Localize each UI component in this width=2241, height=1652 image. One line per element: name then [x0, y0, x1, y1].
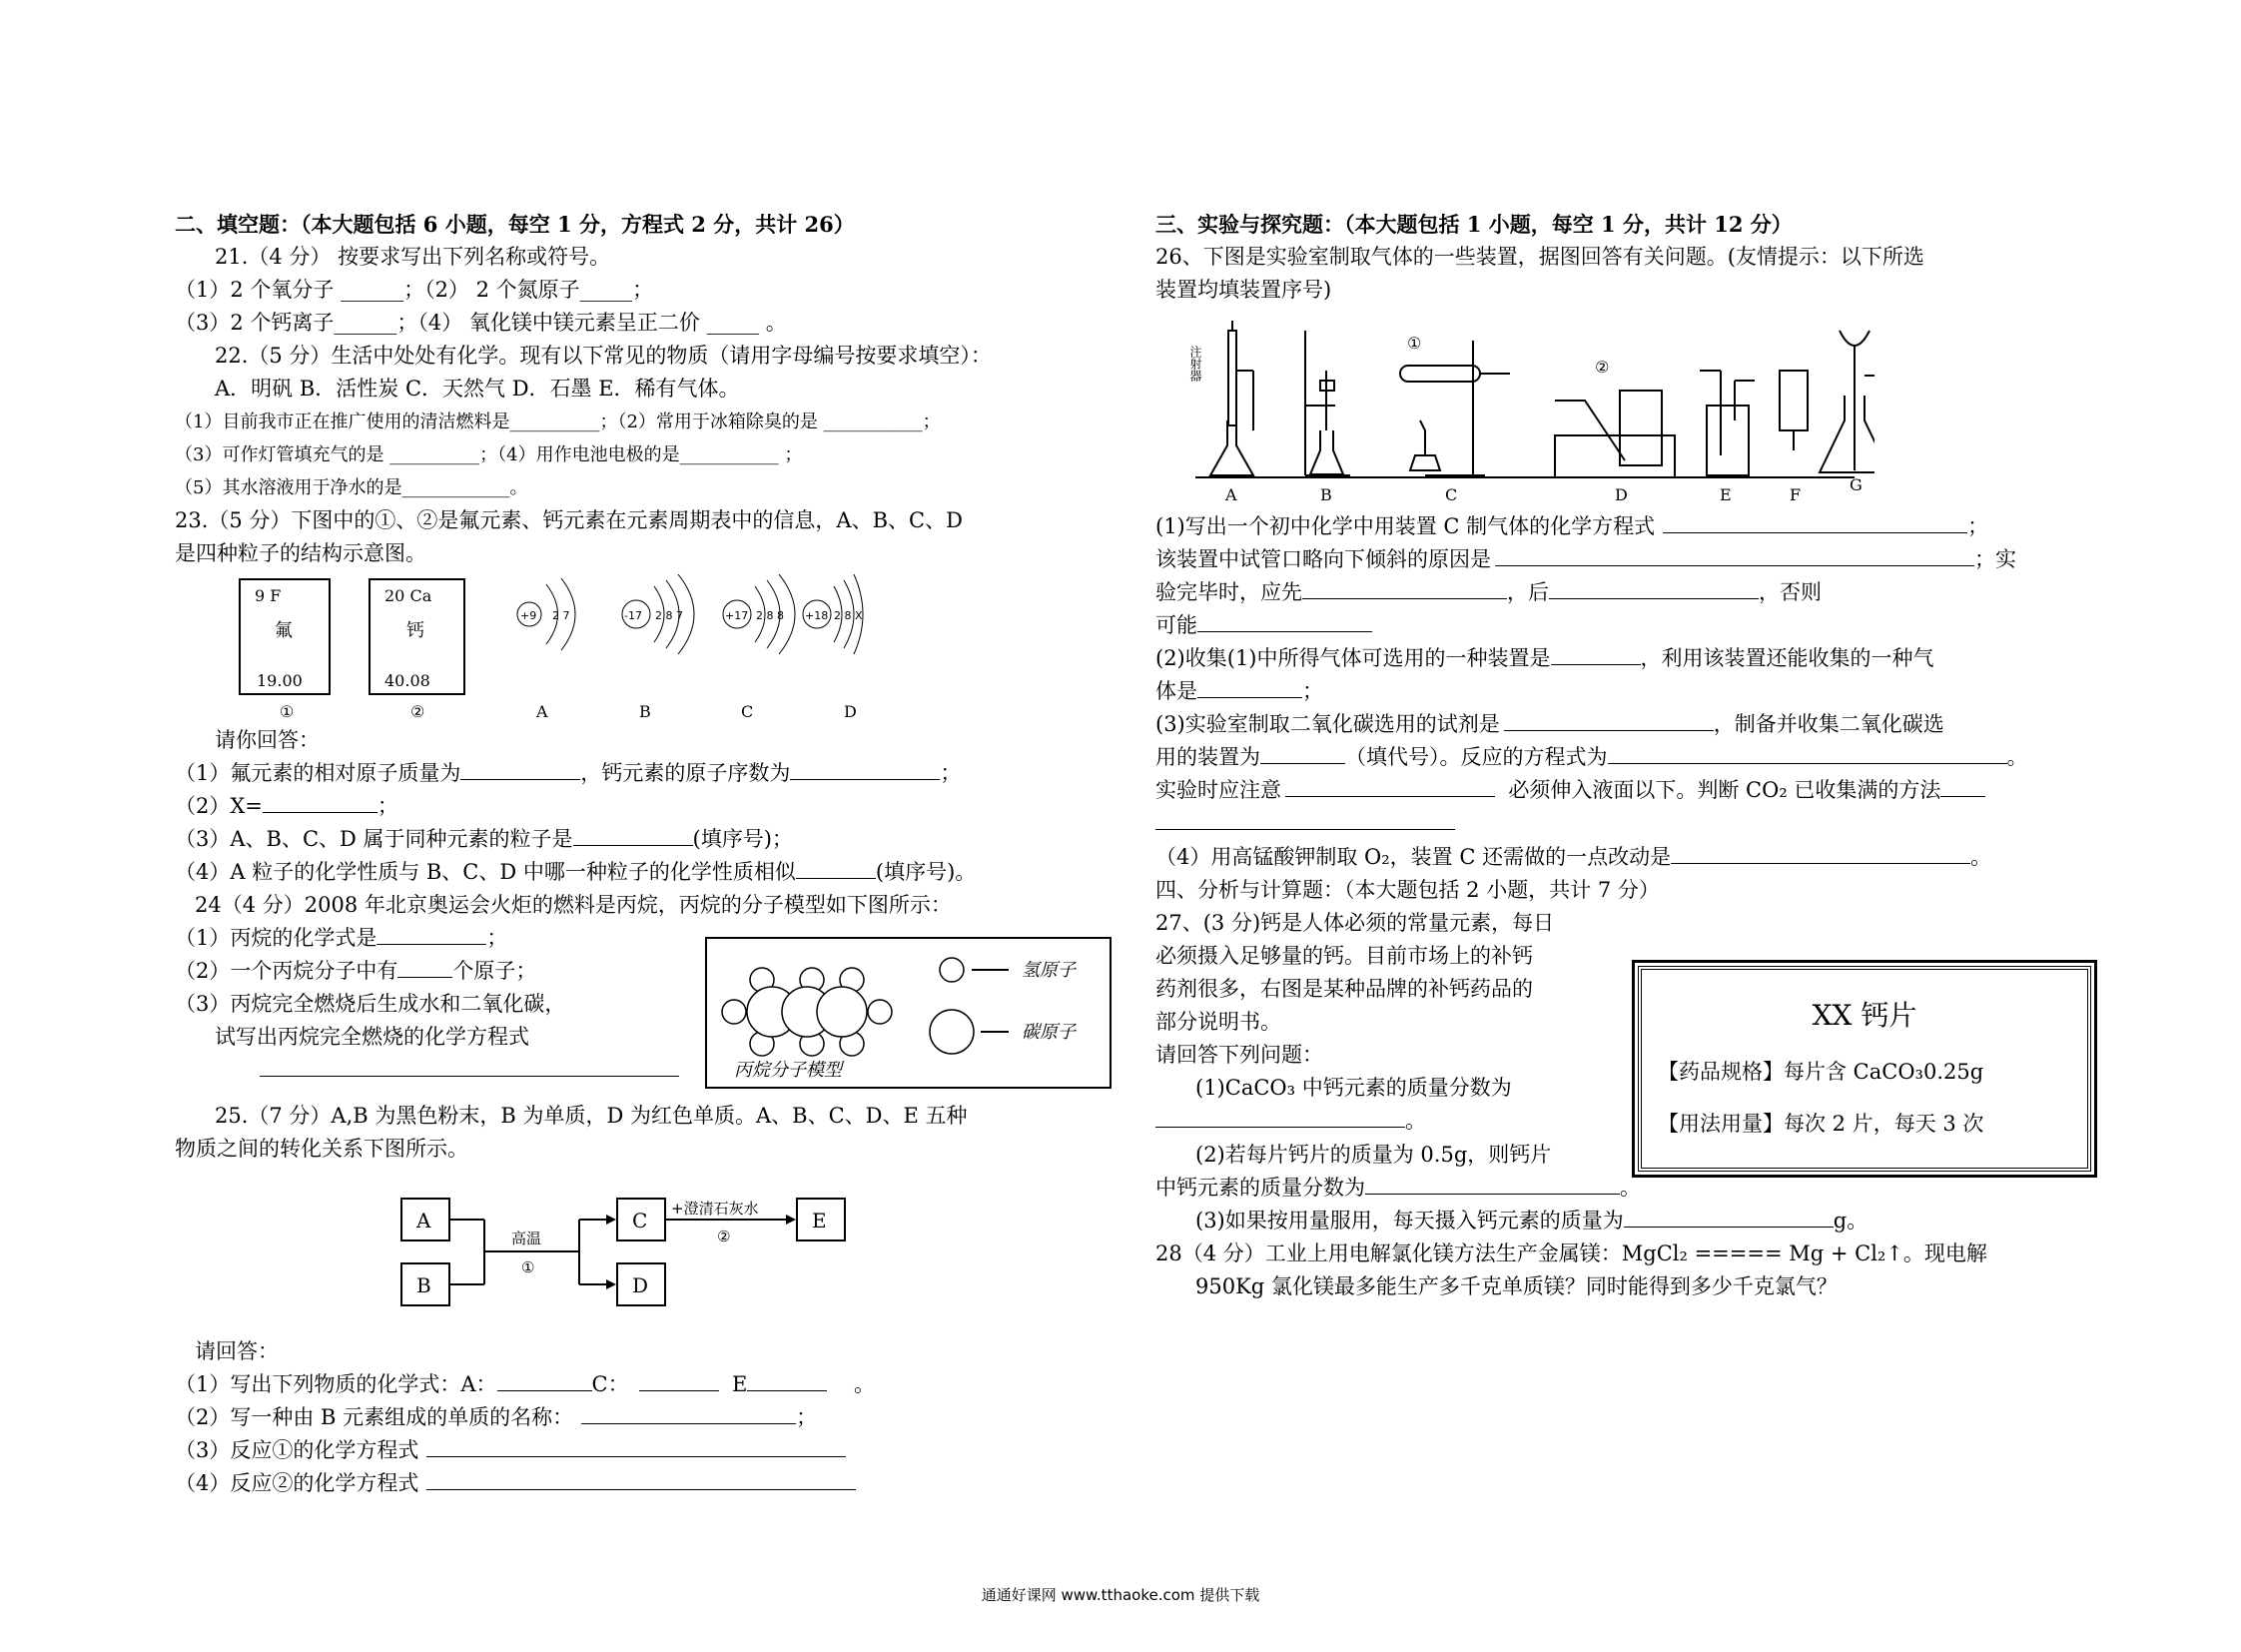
c-marker-2: ②	[1595, 358, 1610, 377]
q27-line5: (1)CaCO₃ 中钙元素的质量分数为	[1195, 1076, 1512, 1100]
q26-line8b: （填代号）。反应的方程式为	[1345, 745, 1608, 769]
blank[interactable]	[1549, 576, 1759, 599]
q26-line1: (1)写出一个初中化学中用装置 C 制气体的化学方程式	[1155, 514, 1656, 538]
svg-text:A: A	[536, 702, 548, 721]
svg-text:2 8 8: 2 8 8	[756, 609, 784, 622]
cell2-number: 20 Ca	[384, 586, 432, 605]
q26-line3: 验完毕时，应先	[1155, 580, 1302, 604]
blank[interactable]	[1365, 1172, 1620, 1195]
cell1-mass: 19.00	[257, 671, 303, 690]
q26-line5b: ，利用该装置还能收集的一种气	[1640, 646, 1934, 670]
label-g: G	[1850, 475, 1863, 494]
svg-text:D: D	[844, 702, 857, 721]
blank[interactable]	[426, 1467, 856, 1490]
cell1-number: 9 F	[255, 586, 282, 605]
svg-text:C: C	[741, 702, 754, 721]
q24-line2: （2）一个丙烷分子中有	[175, 959, 398, 983]
box-title: XX 钙片	[1812, 999, 1917, 1032]
label-e: E	[1720, 485, 1732, 504]
q26-line6: 体是	[1155, 679, 1197, 703]
q25-ask: 请回答：	[195, 1339, 279, 1363]
atom-b	[622, 574, 694, 721]
blank[interactable]	[790, 757, 940, 780]
atom-d	[803, 574, 863, 721]
model-label: 丙烷分子模型	[734, 1060, 842, 1081]
q23-line3: （3）A、B、C、D 属于同种元素的粒子是	[175, 827, 573, 851]
q26-line2: 该装置中试管口略向下倾斜的原因是	[1155, 547, 1491, 571]
blank[interactable]	[1302, 576, 1507, 599]
q23-head2: 是四种粒子的结构示意图。	[175, 541, 426, 565]
q27-line3: 部分说明书。	[1155, 1010, 1281, 1034]
svg-text:+9: +9	[520, 609, 537, 622]
q21-head: 21.（4 分） 按要求写出下列名称或符号。	[215, 245, 611, 269]
q25-head: 25.（7 分）A,B 为黑色粉末，B 为单质，D 为红色单质。A、B、C、D、E 五种	[215, 1104, 968, 1128]
q25-line1c: C：	[591, 1372, 629, 1396]
q25-line3: （3）反应①的化学方程式	[175, 1438, 419, 1462]
legend-carbon: 碳原子	[1022, 1022, 1076, 1043]
q22-line2: （3）可作灯管填充气的是 __________；（4）用作电池电极的是___________ ；	[175, 444, 803, 465]
q27-line4: 请回答下列问题：	[1155, 1043, 1323, 1067]
cell1-tag: ①	[280, 702, 295, 721]
blank[interactable]	[426, 1434, 846, 1457]
label-f: F	[1790, 485, 1802, 504]
q27-line2: 药剂很多，右图是某种品牌的补钙药品的	[1155, 977, 1533, 1001]
q26-line9: 实验时应注意	[1155, 778, 1281, 802]
blank[interactable]	[796, 856, 876, 879]
propane-model-figure	[704, 936, 1114, 1091]
blank[interactable]	[460, 757, 580, 780]
svg-text:2 7: 2 7	[552, 609, 570, 622]
blank[interactable]	[581, 1401, 796, 1424]
svg-text:+17: +17	[725, 609, 749, 622]
q21-line2: （3）2 个钙离子______；（4） 氧化镁中镁元素呈正二价 _____ 。	[175, 311, 787, 335]
label-b: B	[1320, 485, 1332, 504]
label-a: A	[1225, 485, 1237, 504]
q25-line1: （1）写出下列物质的化学式：A：	[175, 1372, 497, 1396]
svg-text:+18: +18	[805, 609, 829, 622]
right-column: 三、实验与探究题：（本大题包括 1 小题，每空 1 分，共计 12 分） 26、下图是实验室制取气体的一些装置，据图回答有关问题。(友情提示：以下所选 装置均填装置序号) 注射器 ① ② A B C D E F G (1)写出一个初中化学中用装置 C 制气体的化学方程式 ； 该装置中试管口略向下倾斜的原因是 ；实 验完毕时，应先 ，后 ，否则 可能 (2)收集(1)中所得气体可选用的一种装置是 ，利用该装置还能收集的一种气 体是 ； (3)实验室制取二氧化碳选用的试剂是 ，制备并收集二氧化碳选 用的装置为 （填代号）。反应的方程式为 。 实验时应注意 必须伸入液面以下。判断 CO₂ 已收集满的方法 （4）用高锰酸钾制取 O₂，装置 C 还需做的一点改动是 。 四、分析与计算题：（本大题包括 2 小题，共计 7 分） 27、(3 分)钙是人体必须的常量元素，每日 必须摄入足够量的钙。目前市场上的补钙 药剂很多，右图是某种品牌的补钙药品的 部分说明书。 请回答下列问题： (1)CaCO₃ 中钙元素的质量分数为 。 (2)若每片钙片的质量为 0.5g，则钙片 中钙元素的质量分数为 。 (3)如果按用量服用，每天摄入钙元素的质量为 g。 28（4 分）工业上用电解氯化镁方法生产金属镁：MgCl₂ ===== Mg + Cl₂↑。现电解 950Kg 氯化镁最多能生产多千克单质镁？同时能得到多少千克氯气？	[1155, 208, 2084, 1303]
q23-line3b: (填序号)；	[692, 827, 793, 851]
q23-line1b: ，钙元素的原子序数为	[580, 761, 791, 785]
injector-label: 注射器	[1188, 346, 1202, 382]
calcium-tablet-label	[1638, 966, 2091, 1172]
q23-head: 23.（5 分）下图中的①、②是氟元素、钙元素在元素周期表中的信息，A、B、C、D	[175, 508, 963, 532]
atom-c	[723, 574, 795, 721]
node-b: B	[416, 1273, 431, 1297]
q22-line3: （5）其水溶液用于净水的是____________。	[175, 477, 528, 498]
q26-line11: （4）用高锰酸钾制取 O₂，装置 C 还需做的一点改动是	[1155, 845, 1672, 869]
blank[interactable]	[1551, 642, 1641, 665]
node-a: A	[416, 1209, 431, 1233]
footer: 通通好课网 www.tthaoke.com 提供下载	[981, 1586, 1260, 1604]
q27-line1: 必须摄入足够量的钙。目前市场上的补钙	[1155, 944, 1533, 968]
q27-line9b: g。	[1833, 1209, 1868, 1233]
blank[interactable]	[1197, 609, 1372, 632]
q24-head: 24（4 分）2008 年北京奥运会火炬的燃料是丙烷，丙烷的分子模型如下图所示：	[195, 893, 952, 917]
q24-line4: 试写出丙烷完全燃烧的化学方程式	[215, 1025, 529, 1049]
blank[interactable]	[639, 1368, 719, 1391]
blank[interactable]	[397, 955, 452, 978]
q25-head2: 物质之间的转化关系下图所示。	[175, 1137, 468, 1161]
q26-line5: (2)收集(1)中所得气体可选用的一种装置是	[1155, 646, 1551, 670]
tag-2: ②	[717, 1228, 731, 1245]
section3-title: 三、实验与探究题：（本大题包括 1 小题，每空 1 分，共计 12 分）	[1155, 212, 1793, 237]
blank[interactable]	[1940, 774, 1985, 797]
q25-line4: （4）反应②的化学方程式	[175, 1471, 419, 1495]
blank[interactable]	[1285, 774, 1495, 797]
cell2-name: 钙	[406, 620, 424, 641]
c-marker-1: ①	[1407, 334, 1422, 353]
q27-line7: (2)若每片钙片的质量为 0.5g，则钙片	[1195, 1143, 1552, 1167]
q23-ask: 请你回答：	[215, 728, 320, 752]
q28-line2: 950Kg 氯化镁最多能生产多千克单质镁？同时能得到多少千克氯气？	[1195, 1274, 1838, 1298]
blank[interactable]	[376, 922, 486, 945]
conversion-diagram	[399, 1194, 859, 1313]
q22-line1: （1）目前我市正在推广使用的清洁燃料是__________；（2）常用于冰箱除臭的是 ___________；	[175, 412, 941, 432]
label-c: C	[1445, 485, 1458, 504]
blank[interactable]	[1197, 675, 1302, 698]
svg-text:B: B	[639, 702, 651, 721]
q26-head2: 装置均填装置序号)	[1155, 278, 1332, 302]
node-d: D	[632, 1273, 649, 1297]
q24-line1: （1）丙烷的化学式是	[175, 926, 377, 950]
q26-head: 26、下图是实验室制取气体的一些装置，据图回答有关问题。(友情提示：以下所选	[1155, 245, 1924, 269]
blank[interactable]	[260, 1054, 679, 1077]
box-spec: 【药品规格】每片含 CaCO₃0.25g	[1658, 1060, 1984, 1084]
q26-line4: 可能	[1155, 613, 1197, 637]
svg-text:2 8 X: 2 8 X	[834, 609, 863, 622]
blank[interactable]	[1155, 1105, 1405, 1128]
tag-1: ①	[521, 1258, 535, 1276]
blank[interactable]	[1624, 1205, 1834, 1228]
condition-1: 高温	[511, 1230, 542, 1247]
q26-line7: (3)实验室制取二氧化碳选用的试剂是	[1155, 712, 1500, 736]
q27-line9: (3)如果按用量服用，每天摄入钙元素的质量为	[1195, 1209, 1624, 1233]
box-usage: 【用法用量】每次 2 片，每天 3 次	[1658, 1112, 1984, 1136]
q27-head: 27、(3 分)钙是人体必须的常量元素，每日	[1155, 911, 1555, 935]
blank[interactable]	[1671, 841, 1970, 864]
blank[interactable]	[1155, 807, 1455, 830]
q23-line4b: (填序号)。	[875, 860, 977, 884]
section2-title: 二、填空题：（本大题包括 6 小题，每空 1 分，方程式 2 分，共计 26）	[175, 212, 855, 237]
legend-hydrogen: 氢原子	[1022, 960, 1076, 981]
left-column: 二、填空题：（本大题包括 6 小题，每空 1 分，方程式 2 分，共计 26） 21.（4 分） 按要求写出下列名称或符号。 （1）2 个氧分子 ______；（2） 2 个氮原子_____； （3）2 个钙离子______；（4） 氧化镁中镁元素呈正二价 _____ 。 22.（5 分）生活中处处有化学。现有以下常见的物质（请用字母编号按要求填空）： A．明矾 B．活性炭 C．天然气 D．石墨 E．稀有气体。 （1）目前我市正在推广使用的清洁燃料是__________；（2）常用于冰箱除臭的是 ___________； （3）可作灯管填充气的是 __________；（4）用作电池电极的是___________ ； （5）其水溶液用于净水的是____________。 23.（5 分）下图中的①、②是氟元素、钙元素在元素周期表中的信息，A、B、C、D 是四种粒子的结构示意图。 9 F 氟 19.00 ① 20 Ca 钙 40.08 ② +9 2 7 A -17 2 8 7 B +17 2 8 8 C +18 2 8 X D 请你回答： （1）氟元素的相对原子质量为 ，钙元素的原子序数为 ； （2）X= ； （3）A、B、C、D 属于同种元素的粒子是 (填序号)； （4）A 粒子的化学性质与 B、C、D 中哪一种粒子的化学性质相似 (填序号)。 24（4 分）2008 年北京奥运会火炬的燃料是丙烷，丙烷的分子模型如下图所示： （1）丙烷的化学式是 ； （2）一个丙烷分子中有 个原子； （3）丙烷完全燃烧后生成水和二氧化碳， 试写出丙烷完全燃烧的化学方程式 25.（7 分）A,B 为黑色粉末，B 为单质，D 为红色单质。A、B、C、D、E 五种 物质之间的转化关系下图所示。 请回答： （1）写出下列物质的化学式：A： C： E 。 （2）写一种由 B 元素组成的单质的名称： ； （3）反应①的化学方程式 （4）反应②的化学方程式	[175, 208, 1114, 1500]
q23-line4: （4）A 粒子的化学性质与 B、C、D 中哪一种粒子的化学性质相似	[175, 860, 796, 884]
q23-line2: （2）X=	[175, 794, 263, 818]
q28-line1: 28（4 分）工业上用电解氯化镁方法生产金属镁：MgCl₂ ===== Mg + Cl₂↑。现电解	[1155, 1241, 1987, 1265]
cell1-name: 氟	[275, 620, 293, 641]
q24-line2b: 个原子；	[452, 959, 537, 983]
blank[interactable]	[1608, 741, 2007, 764]
q23-line1: （1）氟元素的相对原子质量为	[175, 761, 461, 785]
q27-line8: 中钙元素的质量分数为	[1155, 1176, 1365, 1200]
q26-line3c: ，否则	[1759, 580, 1822, 604]
q26-line7b: ，制备并收集二氧化碳选	[1713, 712, 1944, 736]
blank[interactable]	[1663, 510, 1967, 533]
q26-line2b: ；实	[1974, 547, 2016, 571]
cell2-mass: 40.08	[384, 671, 430, 690]
blank[interactable]	[1260, 741, 1345, 764]
node-e: E	[812, 1209, 827, 1233]
blank[interactable]	[1495, 543, 1974, 566]
blank[interactable]	[1504, 708, 1714, 731]
atom-a	[517, 578, 575, 721]
blank[interactable]	[573, 823, 693, 846]
apparatus-figure	[1155, 311, 1874, 510]
q25-line1e: E	[731, 1372, 748, 1396]
cell2-tag: ②	[410, 702, 425, 721]
svg-text:2 8 7: 2 8 7	[655, 609, 683, 622]
condition-2: +澄清石灰水	[671, 1200, 759, 1218]
q25-line2: （2）写一种由 B 元素组成的单质的名称：	[175, 1405, 574, 1429]
blank[interactable]	[263, 790, 377, 813]
q21-line1: （1）2 个氧分子 ______；（2） 2 个氮原子_____；	[175, 278, 654, 302]
q22-head: 22.（5 分）生活中处处有化学。现有以下常见的物质（请用字母编号按要求填空）：	[215, 344, 992, 368]
q22-options: A．明矾 B．活性炭 C．天然气 D．石墨 E．稀有气体。	[215, 377, 740, 401]
label-d: D	[1615, 485, 1628, 504]
blank[interactable]	[747, 1368, 827, 1391]
q26-line9b: 必须伸入液面以下。判断 CO₂ 已收集满的方法	[1508, 778, 1941, 802]
section4-title: 四、分析与计算题：（本大题包括 2 小题，共计 7 分）	[1155, 878, 1660, 902]
svg-text:-17: -17	[624, 609, 642, 622]
q26-line8: 用的装置为	[1155, 745, 1260, 769]
element-structure-figure	[175, 574, 874, 724]
node-c: C	[632, 1209, 648, 1233]
q24-line3: （3）丙烷完全燃烧后生成水和二氧化碳，	[175, 992, 566, 1016]
q26-line3b: ，后	[1507, 580, 1549, 604]
blank[interactable]	[497, 1368, 592, 1391]
